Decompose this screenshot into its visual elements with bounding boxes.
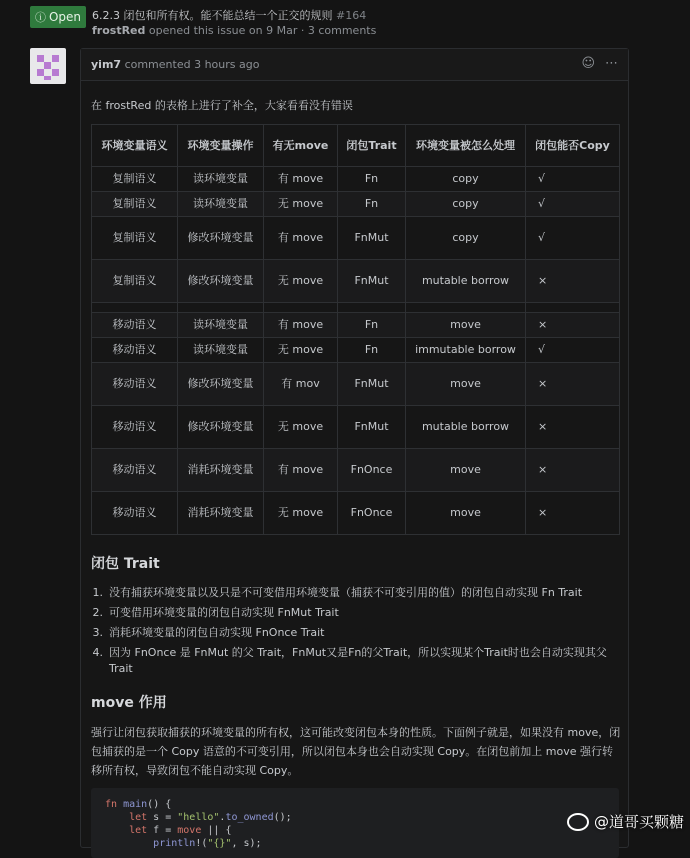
- list-item-number: 4.: [92, 646, 103, 659]
- list-item: [91, 645, 611, 677]
- table-row: [92, 260, 620, 303]
- table-cell: FnMut: [338, 260, 406, 303]
- move-paragraph: 强行让闭包获取捕获的环境变量的所有权，这可能改变闭包本身的性质。下面例子就是，如果没有 move，闭包捕获的是一个 Copy 语意的不可变引用，所以闭包本身也会自动实现 Copy。在闭包前加上 move 强行转移所有权，导致闭包不能自动实现 Copy。: [91, 726, 621, 777]
- table-cell: 有 move: [264, 217, 338, 260]
- table-cell: copy: [406, 192, 526, 217]
- issue-title[interactable]: 6.2.3 闭包和所有权。能不能总结一个正交的规则: [92, 9, 333, 22]
- table-cell: 读环境变量: [178, 338, 264, 363]
- table-row: [92, 338, 620, 363]
- table-cell: 修改环境变量: [178, 406, 264, 449]
- code-block: [91, 788, 619, 858]
- table-cell: move: [406, 492, 526, 535]
- table-row: [92, 303, 620, 313]
- table-row: [92, 313, 620, 338]
- avatar[interactable]: [30, 48, 66, 84]
- table-row: [92, 192, 620, 217]
- table-cell: 无 move: [264, 192, 338, 217]
- table-cell: FnMut: [338, 217, 406, 260]
- table-cell: ×: [526, 260, 620, 303]
- table-cell: ×: [526, 313, 620, 338]
- table-cell: √: [526, 338, 620, 363]
- table-cell: 移动语义: [92, 363, 178, 406]
- list-item: [91, 605, 611, 621]
- list-item-text: 可变借用环境变量的闭包自动实现 FnMut Trait: [109, 606, 339, 619]
- table-cell: [92, 303, 178, 313]
- table-header-cell: 闭包能否Copy: [526, 125, 620, 167]
- table-header-cell: 环境变量被怎么处理: [406, 125, 526, 167]
- table-cell: √: [526, 217, 620, 260]
- table-cell: mutable borrow: [406, 260, 526, 303]
- traits-heading: 闭包 Trait: [91, 556, 160, 572]
- table-cell: 复制语义: [92, 260, 178, 303]
- list-item-text: 因为 FnOnce 是 FnMut 的父 Trait，FnMut又是Fn的父Trait，所以实现某个Trait时也会自动实现其父Trait: [109, 646, 607, 675]
- table-cell: 有 move: [264, 449, 338, 492]
- emoji-icon[interactable]: ☺: [581, 56, 595, 71]
- table-cell: 移动语义: [92, 338, 178, 363]
- table-row: [92, 363, 620, 406]
- list-item: [91, 585, 611, 601]
- table-cell: ×: [526, 492, 620, 535]
- table-cell: FnOnce: [338, 449, 406, 492]
- list-item: [91, 625, 611, 641]
- table-row: [92, 217, 620, 260]
- table-cell: ×: [526, 363, 620, 406]
- weibo-logo-icon: [567, 813, 589, 831]
- issue-meta-text: opened this issue on 9 Mar · 3 comments: [148, 24, 377, 37]
- table-cell: 消耗环境变量: [178, 492, 264, 535]
- table-cell: ×: [526, 449, 620, 492]
- list-item-number: 3.: [92, 626, 103, 639]
- comment-timestamp[interactable]: commented 3 hours ago: [124, 58, 260, 71]
- table-cell: 无 move: [264, 492, 338, 535]
- table-cell: move: [406, 449, 526, 492]
- table-cell: 移动语义: [92, 406, 178, 449]
- comment-header: [81, 49, 628, 81]
- table-cell: 无 move: [264, 338, 338, 363]
- comment-author-link[interactable]: yim7: [91, 58, 122, 71]
- table-cell: 修改环境变量: [178, 217, 264, 260]
- table-cell: 消耗环境变量: [178, 449, 264, 492]
- table-cell: √: [526, 192, 620, 217]
- table-cell: Fn: [338, 313, 406, 338]
- table-cell: FnMut: [338, 363, 406, 406]
- table-cell: [264, 303, 338, 313]
- table-cell: Fn: [338, 338, 406, 363]
- table-header-cell: 环境变量操作: [178, 125, 264, 167]
- table-cell: 有 mov: [264, 363, 338, 406]
- table-header-cell: 闭包Trait: [338, 125, 406, 167]
- code-line: println!("{}", s);: [153, 838, 262, 849]
- table-cell: [406, 303, 526, 313]
- table-cell: 复制语义: [92, 217, 178, 260]
- issue-title-line[interactable]: [92, 7, 366, 23]
- table-cell: [178, 303, 264, 313]
- table-cell: [526, 303, 620, 313]
- closure-table: [91, 124, 620, 535]
- table-cell: copy: [406, 217, 526, 260]
- table-cell: [338, 303, 406, 313]
- list-item-number: 2.: [92, 606, 103, 619]
- issue-meta: [92, 24, 376, 37]
- comment-intro: 在 frostRed 的表格上进行了补全，大家看看没有错误: [91, 99, 353, 112]
- move-heading: move 作用: [91, 695, 167, 711]
- table-cell: 读环境变量: [178, 167, 264, 192]
- watermark-text: @道哥买颗糖: [593, 813, 684, 831]
- table-cell: FnMut: [338, 406, 406, 449]
- table-cell: 无 move: [264, 406, 338, 449]
- table-row: [92, 406, 620, 449]
- table-cell: 移动语义: [92, 449, 178, 492]
- traits-list: [91, 585, 611, 681]
- table-cell: copy: [406, 167, 526, 192]
- table-cell: move: [406, 313, 526, 338]
- table-cell: immutable borrow: [406, 338, 526, 363]
- more-icon[interactable]: ⋯: [605, 56, 618, 71]
- table-header-row: [92, 125, 620, 167]
- table-row: [92, 449, 620, 492]
- table-cell: 移动语义: [92, 492, 178, 535]
- table-row: [92, 492, 620, 535]
- open-badge-label: Open: [48, 10, 82, 24]
- table-cell: 无 move: [264, 260, 338, 303]
- issue-open-icon: ⓘ: [34, 11, 46, 24]
- comment-actions: [581, 56, 618, 71]
- open-status-badge: [30, 6, 86, 28]
- table-cell: 复制语义: [92, 192, 178, 217]
- comment-card: [80, 48, 629, 848]
- table-body: [92, 167, 620, 535]
- table-cell: 读环境变量: [178, 192, 264, 217]
- table-cell: Fn: [338, 167, 406, 192]
- table-cell: 移动语义: [92, 313, 178, 338]
- table-cell: Fn: [338, 192, 406, 217]
- list-item-text: 消耗环境变量的闭包自动实现 FnOnce Trait: [109, 626, 325, 639]
- issue-header: [30, 6, 680, 36]
- table-cell: FnOnce: [338, 492, 406, 535]
- issue-author-link[interactable]: frostRed: [92, 24, 146, 37]
- table-cell: 复制语义: [92, 167, 178, 192]
- table-cell: 修改环境变量: [178, 260, 264, 303]
- table-cell: mutable borrow: [406, 406, 526, 449]
- table-cell: 修改环境变量: [178, 363, 264, 406]
- table-cell: move: [406, 363, 526, 406]
- table-cell: ×: [526, 406, 620, 449]
- table-row: [92, 167, 620, 192]
- code-line: let f = move || {: [129, 825, 232, 836]
- watermark: [567, 811, 684, 832]
- code-line: fn main() {: [105, 799, 172, 810]
- table-cell: 有 move: [264, 167, 338, 192]
- table-header-cell: 有无move: [264, 125, 338, 167]
- list-item-text: 没有捕获环境变量以及只是不可变借用环境变量（捕获不可变引用的值）的闭包自动实现 Fn Trait: [109, 586, 583, 599]
- comment-byline: [91, 58, 259, 71]
- table-header-cell: 环境变量语义: [92, 125, 178, 167]
- table-cell: 有 move: [264, 313, 338, 338]
- issue-number: #164: [335, 9, 367, 22]
- table-cell: 读环境变量: [178, 313, 264, 338]
- list-item-number: 1.: [92, 586, 103, 599]
- table-cell: √: [526, 167, 620, 192]
- code-line: let s = "hello".to_owned();: [129, 812, 292, 823]
